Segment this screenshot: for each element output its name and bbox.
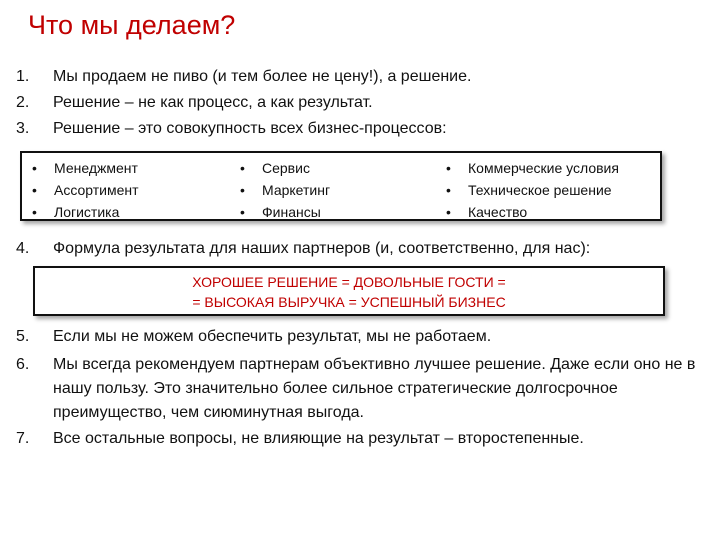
list-number: 6. [16,356,30,373]
numbered-list-formula [16,236,706,262]
category-item: Маркетинг [262,182,331,198]
list-number: 4. [16,240,30,257]
bullet-icon: • [32,204,37,220]
category-column [436,157,660,219]
bullet-icon: • [240,204,245,220]
list-number: 3. [16,120,30,137]
bullet-icon: • [32,160,37,176]
list-item [16,324,706,350]
category-column [22,157,230,219]
list-item [16,90,706,116]
list-item [16,236,706,262]
formula-line: ХОРОШЕЕ РЕШЕНИЕ = ДОВОЛЬНЫЕ ГОСТИ = [192,274,506,290]
category-item: Менеджмент [54,160,138,176]
list-text: Решение – не как процесс, а как результат. [53,94,373,111]
list-text: Все остальные вопросы, не влияющие на результат – второстепенные. [53,430,584,447]
list-item [16,353,706,425]
list-item [16,116,706,142]
list-text: Решение – это совокупность всех бизнес-процессов: [53,120,447,137]
category-item: Финансы [262,204,321,220]
list-text: Мы продаем не пиво (и тем более не цену!), а решение. [53,68,472,85]
bullet-icon: • [32,182,37,198]
list-number: 2. [16,94,30,111]
category-item: Сервис [262,160,310,176]
category-item: Коммерческие условия [468,160,619,176]
page-title: Что мы делаем? [28,10,236,40]
category-item: Логистика [54,204,120,220]
list-text: Формула результата для наших партнеров (и, соответственно, для нас): [53,240,591,257]
list-number: 5. [16,328,30,345]
numbered-list-top [16,64,706,142]
formula-box [33,266,665,316]
list-text: Если мы не можем обеспечить результат, мы не работаем. [53,328,492,345]
category-item: Техническое решение [468,182,612,198]
bullet-icon: • [446,160,451,176]
bullet-icon: • [446,204,451,220]
category-column [230,157,436,219]
formula-line: = ВЫСОКАЯ ВЫРУЧКА = УСПЕШНЫЙ БИЗНЕС [192,294,506,310]
list-item [16,426,706,452]
list-number: 1. [16,68,30,85]
category-item: Ассортимент [54,182,139,198]
bullet-icon: • [240,160,245,176]
bullet-icon: • [446,182,451,198]
list-number: 7. [16,430,30,447]
category-item: Качество [468,204,528,220]
list-item [16,64,706,90]
business-process-box [20,151,662,221]
bullet-icon: • [240,182,245,198]
numbered-list-bottom [16,324,706,452]
list-text: Мы всегда рекомендуем партнерам объективно лучшее решение. Даже если оно не в нашу пользу. Это значительно более сильное стратегические долгосрочное преимущество, чем сиюминутная выгода. [53,356,696,421]
